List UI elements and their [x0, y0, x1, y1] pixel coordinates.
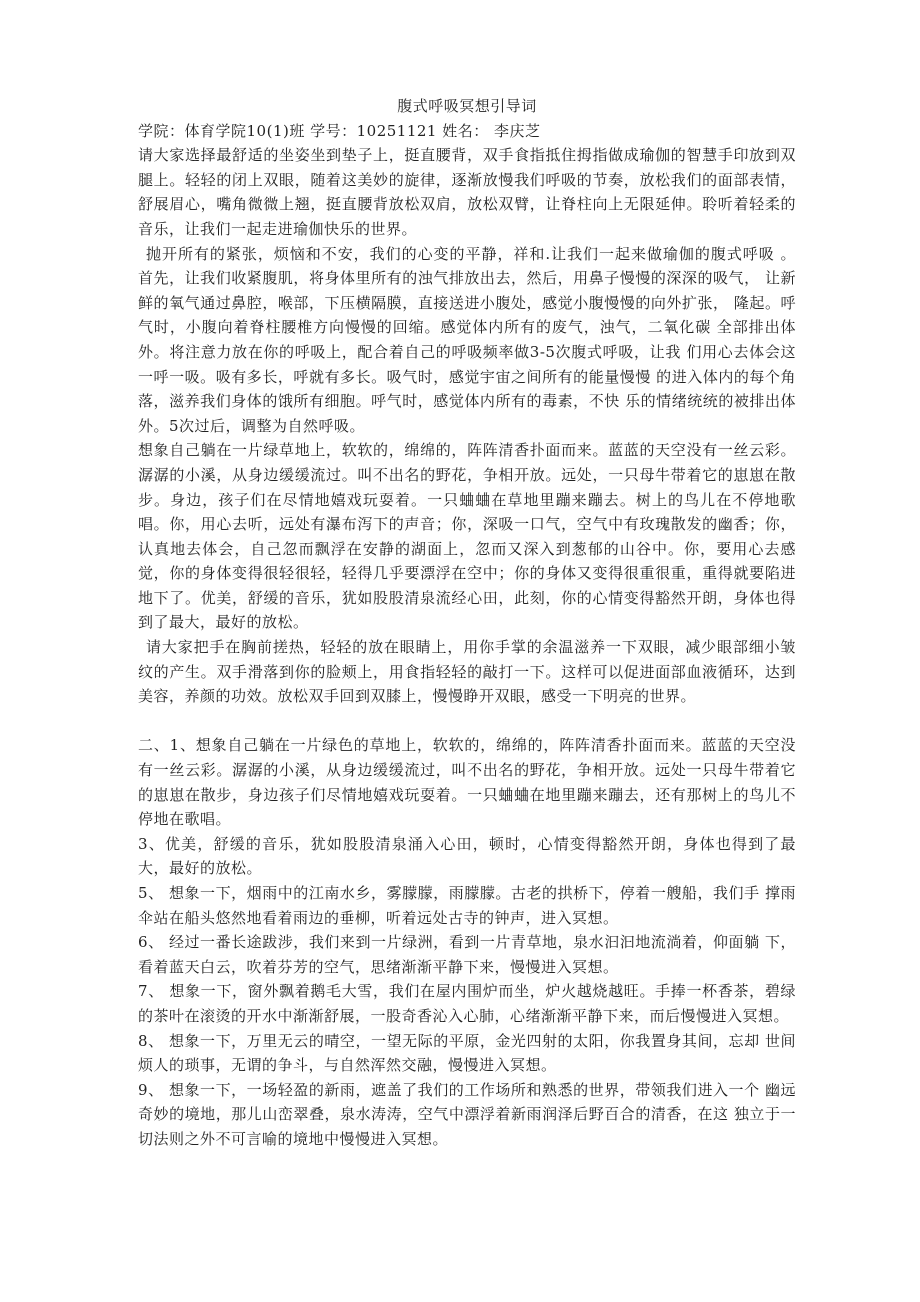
- list-item-1: 二、1、想象自己躺在一片绿色的草地上，软软的，绵绵的，阵阵清香扑面而来。蓝蓝的天空没有一丝云彩。潺潺的小溪，从身边缓缓流过，叫不出名的野花，争相开放。远处一只母牛带着它的崽崽在散步，身边孩子们尽情地嬉戏玩耍着。一只蛐蛐在地里蹦来蹦去，还有那树上的鸟儿不停地在歌唱。: [138, 736, 796, 829]
- paragraph-abdominal-breathing: 抛开所有的紧张，烦恼和不安，我们的心变的平静，祥和.让我们一起来做瑜伽的腹式呼吸 。 首先，让我们收紧腹肌，将身体里所有的浊气排放出去，然后，用鼻子慢慢的深深的吸气， 让新鲜的氧气通过鼻腔，喉部，下压横隔膜，直接送进小腹处，感觉小腹慢慢的向外扩张， 隆起。呼气时，小腹向着脊柱腰椎方向慢慢的回缩。感觉体内所有的废气，浊气，二氧化碳 全部排出体外。将注意力放在你的呼吸上，配合着自己的呼吸频率做3-5次腹式呼吸，让我 们用心去体会这一呼一吸。吸有多长，呼就有多长。吸气时，感觉宇宙之间所有的能量慢慢 的进入体内的每个角落，滋养我们身体的饿所有细胞。呼气时，感觉体内所有的毒素，不快 乐的情绪统统的被排出体外。5次过后，调整为自然呼吸。: [138, 244, 796, 435]
- list-item-8: 8、 想象一下，万里无云的晴空，一望无际的平原，金光四射的太阳，你我置身其间，忘却 世间烦人的琐事，无谓的争斗，与自然浑然交融，慢慢进入冥想。: [138, 1031, 796, 1075]
- list-item-6: 6、 经过一番长途跋涉，我们来到一片绿洲，看到一片青草地，泉水汩汩地流淌着，仰面躺 下，看着蓝天白云，吹着芬芳的空气，思绪渐渐平静下来，慢慢进入冥想。: [138, 933, 796, 976]
- list-item-9: 9、 想象一下，一场轻盈的新雨，遮盖了我们的工作场所和熟悉的世界，带领我们进入一个 幽远奇妙的境地，那儿山峦翠叠，泉水涛涛，空气中漂浮着新雨润泽后野百合的清香，在这 独立于一切法则之外不可言喻的境地中慢慢进入冥想。: [138, 1080, 796, 1148]
- document-title: 腹式呼吸冥想引导词: [397, 97, 537, 115]
- paragraph-meadow-imagery: 想象自己躺在一片绿草地上，软软的，绵绵的，阵阵清香扑面而来。蓝蓝的天空没有一丝云彩。潺潺的小溪，从身边缓缓流过。叫不出名的野花，争相开放。远处，一只母牛带着它的崽崽在散步。身边，孩子们在尽情地嬉戏玩耍着。一只蛐蛐在草地里蹦来蹦去。树上的鸟儿在不停地歌唱。你，用心去听，远处有瀑布泻下的声音；你，深吸一口气，空气中有玫瑰散发的幽香；你，认真地去体会，自己忽而飘浮在安静的湖面上，忽而又深入到葱郁的山谷中。你，要用心去感觉，你的身体变得很轻很轻，轻得几乎要漂浮在空中；你的身体又变得很重很重，重得就要陷进地下了。优美，舒缓的音乐，犹如股股清泉流经心田，此刻，你的心情变得豁然开朗，身体也得到了最大，最好的放松。: [138, 441, 796, 632]
- student-info: 学院：体育学院10(1)班 学号：10251121 姓名： 李庆芝: [138, 121, 541, 140]
- paragraph-sitting-posture: 请大家选择最舒适的坐姿坐到垫子上，挺直腰背，双手食指抵住拇指做成瑜伽的智慧手印放到双腿上。轻轻的闭上双眼，随着这美妙的旋律，逐渐放慢我们呼吸的节奏，放松我们的面部表情，舒展眉心，嘴角微微上翘，挺直腰背放松双肩，放松双臂，让脊柱向上无限延伸。聆听着轻柔的音乐，让我们一起走进瑜伽快乐的世界。: [138, 146, 796, 238]
- list-item-7: 7、 想象一下，窗外飘着鹅毛大雪，我们在屋内围炉而坐，炉火越烧越旺。手捧一杯香茶，碧绿的茶叶在滚烫的开水中渐渐舒展，一股奇香沁入心肺，心绪渐渐平静下来，而后慢慢进入冥想。: [138, 982, 796, 1025]
- section-divider: [138, 709, 796, 734]
- paragraph-eye-massage: 请大家把手在胸前搓热，轻轻的放在眼睛上，用你手掌的余温滋养一下双眼，减少眼部细小皱纹的产生。双手滑落到你的脸颊上，用食指轻轻的敲打一下。这样可以促进面部血液循环，达到美容，养颜的功效。放松双手回到双膝上，慢慢睁开双眼，感受一下明亮的世界。: [138, 638, 796, 706]
- list-item-5: 5、 想象一下，烟雨中的江南水乡，雾朦朦，雨朦朦。古老的拱桥下，停着一艘船，我们手 撑雨伞站在船头悠然地看着雨边的垂柳，听着远处古寺的钟声，进入冥想。: [138, 884, 796, 927]
- document-page: [138, 94, 796, 1152]
- list-item-3: 3、优美，舒缓的音乐，犹如股股清泉涌入心田，顿时，心情变得豁然开朗，身体也得到了最大，最好的放松。: [138, 834, 796, 878]
